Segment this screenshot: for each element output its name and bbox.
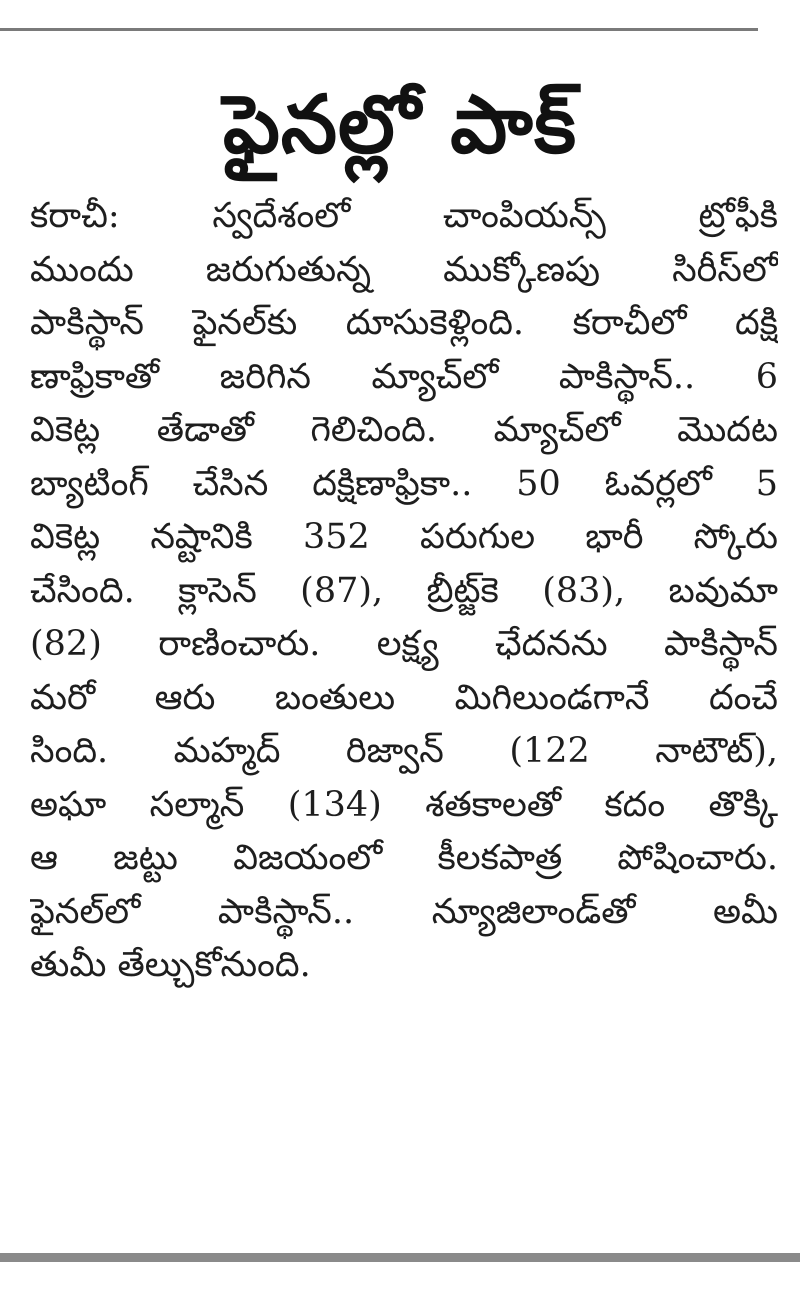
article-line: కరాచీ: స్వదేశంలో చాంపియన్స్ ట్రోఫీకి xyxy=(30,196,778,236)
article-line: మరో ఆరు బంతులు మిగిలుండగానే దంచే xyxy=(30,677,778,718)
article-line: పాకిస్థాన్ ఫైనల్‌కు దూసుకెళ్లింది. కరాచీలో దక్షి xyxy=(30,303,778,343)
article-line: వికెట్ల నష్టానికి 352 పరుగుల భారీ స్కోరు xyxy=(30,517,778,557)
article-body xyxy=(30,190,778,993)
article-line: ణాఫ్రికాతో జరిగిన మ్యాచ్‌లో పాకిస్థాన్.. 6 xyxy=(30,356,778,397)
article-line: ఆ జట్టు విజయంలో కీలకపాత్ర పోషించారు. xyxy=(30,838,778,878)
article-line: చేసింది. క్లాసెన్ (87), బ్రీట్జ్‌కె (83), బవుమా xyxy=(30,570,778,611)
article-line: సింది. మహ్మద్ రిజ్వాన్ (122 నాటౌట్), xyxy=(30,731,778,771)
article-line: (82) రాణించారు. లక్ష్య ఛేదనను పాకిస్థాన్ xyxy=(30,624,778,664)
article-line: వికెట్ల తేడాతో గెలిచింది. మ్యాచ్‌లో మొదట xyxy=(30,410,778,450)
article-line: ముందు జరుగుతున్న ముక్కోణపు సిరీస్‌లో xyxy=(30,249,778,290)
article-line: బ్యాటింగ్ చేసిన దక్షిణాఫ్రికా.. 50 ఓవర్లలో 5 xyxy=(30,463,778,504)
bottom-divider xyxy=(0,1253,800,1262)
article-line: తుమీ తేల్చుకోనుంది. xyxy=(30,945,311,985)
article-headline: ఫైనల్లో పాక్ xyxy=(222,78,577,171)
article-line: ఫైనల్‌లో పాకిస్థాన్.. న్యూజిలాండ్‌తో అమీ xyxy=(30,891,778,932)
article-line: అఘా సల్మాన్ (134) శతకాలతో కదం తొక్కి xyxy=(30,784,778,825)
top-divider xyxy=(0,28,758,31)
